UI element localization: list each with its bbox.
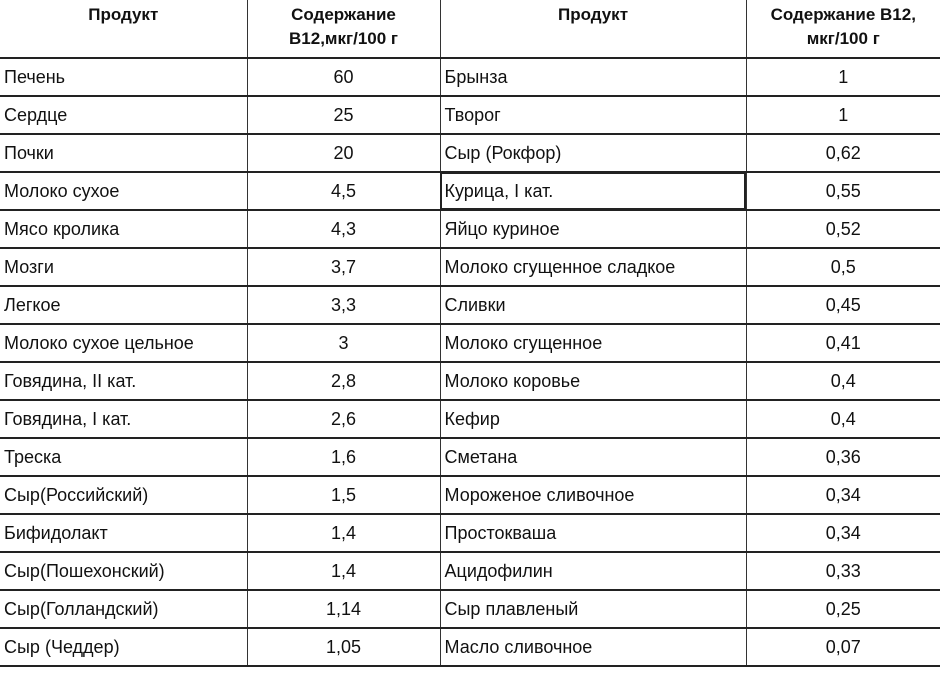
table-row [0, 172, 940, 210]
table-row [0, 286, 940, 324]
table-row [0, 514, 940, 552]
b12-value-cell[interactable]: 0,41 [746, 324, 940, 362]
b12-value-cell[interactable]: 2,8 [247, 362, 440, 400]
table-row [0, 134, 940, 172]
product-name-cell[interactable]: Сыр(Пошехонский) [0, 552, 247, 590]
table-header [0, 0, 940, 58]
table-body [0, 58, 940, 666]
product-name-cell[interactable]: Масло сливочное [440, 628, 746, 666]
product-name-cell[interactable]: Простокваша [440, 514, 746, 552]
table-row [0, 476, 940, 514]
b12-value-cell[interactable]: 60 [247, 58, 440, 96]
product-name-cell[interactable]: Сердце [0, 96, 247, 134]
table-row [0, 362, 940, 400]
product-name-cell[interactable]: Яйцо куриное [440, 210, 746, 248]
b12-value-cell[interactable]: 1,5 [247, 476, 440, 514]
product-name-cell[interactable]: Печень [0, 58, 247, 96]
product-name-cell[interactable]: Молоко сухое [0, 172, 247, 210]
b12-value-cell[interactable]: 0,07 [746, 628, 940, 666]
header-content-2[interactable]: Содержание B12, мкг/100 г [746, 0, 940, 58]
b12-value-cell[interactable]: 0,52 [746, 210, 940, 248]
product-name-cell[interactable]: Творог [440, 96, 746, 134]
b12-value-cell[interactable]: 0,5 [746, 248, 940, 286]
b12-value-cell[interactable]: 0,4 [746, 400, 940, 438]
b12-value-cell[interactable]: 1,4 [247, 552, 440, 590]
table-row [0, 438, 940, 476]
product-name-cell[interactable]: Ацидофилин [440, 552, 746, 590]
b12-value-cell[interactable]: 25 [247, 96, 440, 134]
product-name-cell[interactable]: Бифидолакт [0, 514, 247, 552]
selected-cell[interactable]: Курица, I кат. [440, 172, 746, 210]
b12-value-cell[interactable]: 0,62 [746, 134, 940, 172]
product-name-cell[interactable]: Кефир [440, 400, 746, 438]
product-name-cell[interactable]: Молоко коровье [440, 362, 746, 400]
b12-value-cell[interactable]: 1 [746, 96, 940, 134]
b12-value-cell[interactable]: 0,45 [746, 286, 940, 324]
product-name-cell[interactable]: Говядина, II кат. [0, 362, 247, 400]
product-name-cell[interactable]: Молоко сгущенное [440, 324, 746, 362]
b12-value-cell[interactable]: 3,7 [247, 248, 440, 286]
product-name-cell[interactable]: Мясо кролика [0, 210, 247, 248]
table-row [0, 96, 940, 134]
table-row [0, 552, 940, 590]
b12-value-cell[interactable]: 0,25 [746, 590, 940, 628]
b12-value-cell[interactable]: 1,14 [247, 590, 440, 628]
product-name-cell[interactable]: Молоко сухое цельное [0, 324, 247, 362]
product-name-cell[interactable]: Легкое [0, 286, 247, 324]
b12-value-cell[interactable]: 0,55 [746, 172, 940, 210]
table-row [0, 248, 940, 286]
b12-value-cell[interactable]: 1,4 [247, 514, 440, 552]
product-name-cell[interactable]: Сметана [440, 438, 746, 476]
product-name-cell[interactable]: Брынза [440, 58, 746, 96]
b12-value-cell[interactable]: 0,33 [746, 552, 940, 590]
header-product-1[interactable]: Продукт [0, 0, 247, 58]
product-name-cell[interactable]: Сыр плавленый [440, 590, 746, 628]
product-name-cell[interactable]: Сыр(Голландский) [0, 590, 247, 628]
b12-value-cell[interactable]: 1 [746, 58, 940, 96]
product-name-cell[interactable]: Сыр (Чеддер) [0, 628, 247, 666]
b12-value-cell[interactable]: 4,3 [247, 210, 440, 248]
header-content-1[interactable]: Содержание B12,мкг/100 г [247, 0, 440, 58]
table-row [0, 324, 940, 362]
table-row [0, 400, 940, 438]
b12-value-cell[interactable]: 1,05 [247, 628, 440, 666]
table-row [0, 58, 940, 96]
b12-value-cell[interactable]: 4,5 [247, 172, 440, 210]
table-row [0, 210, 940, 248]
b12-value-cell[interactable]: 0,4 [746, 362, 940, 400]
table-row [0, 590, 940, 628]
b12-value-cell[interactable]: 3 [247, 324, 440, 362]
header-row [0, 0, 940, 58]
product-name-cell[interactable]: Молоко сгущенное сладкое [440, 248, 746, 286]
product-name-cell[interactable]: Мозги [0, 248, 247, 286]
b12-value-cell[interactable]: 2,6 [247, 400, 440, 438]
product-name-cell[interactable]: Говядина, I кат. [0, 400, 247, 438]
product-name-cell[interactable]: Сыр (Рокфор) [440, 134, 746, 172]
b12-value-cell[interactable]: 0,36 [746, 438, 940, 476]
table-row [0, 628, 940, 666]
header-product-2[interactable]: Продукт [440, 0, 746, 58]
product-name-cell[interactable]: Треска [0, 438, 247, 476]
b12-value-cell[interactable]: 3,3 [247, 286, 440, 324]
b12-value-cell[interactable]: 0,34 [746, 476, 940, 514]
b12-value-cell[interactable]: 1,6 [247, 438, 440, 476]
product-name-cell[interactable]: Почки [0, 134, 247, 172]
product-name-cell[interactable]: Мороженое сливочное [440, 476, 746, 514]
b12-value-cell[interactable]: 20 [247, 134, 440, 172]
product-name-cell[interactable]: Сыр(Российский) [0, 476, 247, 514]
product-name-cell[interactable]: Сливки [440, 286, 746, 324]
b12-value-cell[interactable]: 0,34 [746, 514, 940, 552]
